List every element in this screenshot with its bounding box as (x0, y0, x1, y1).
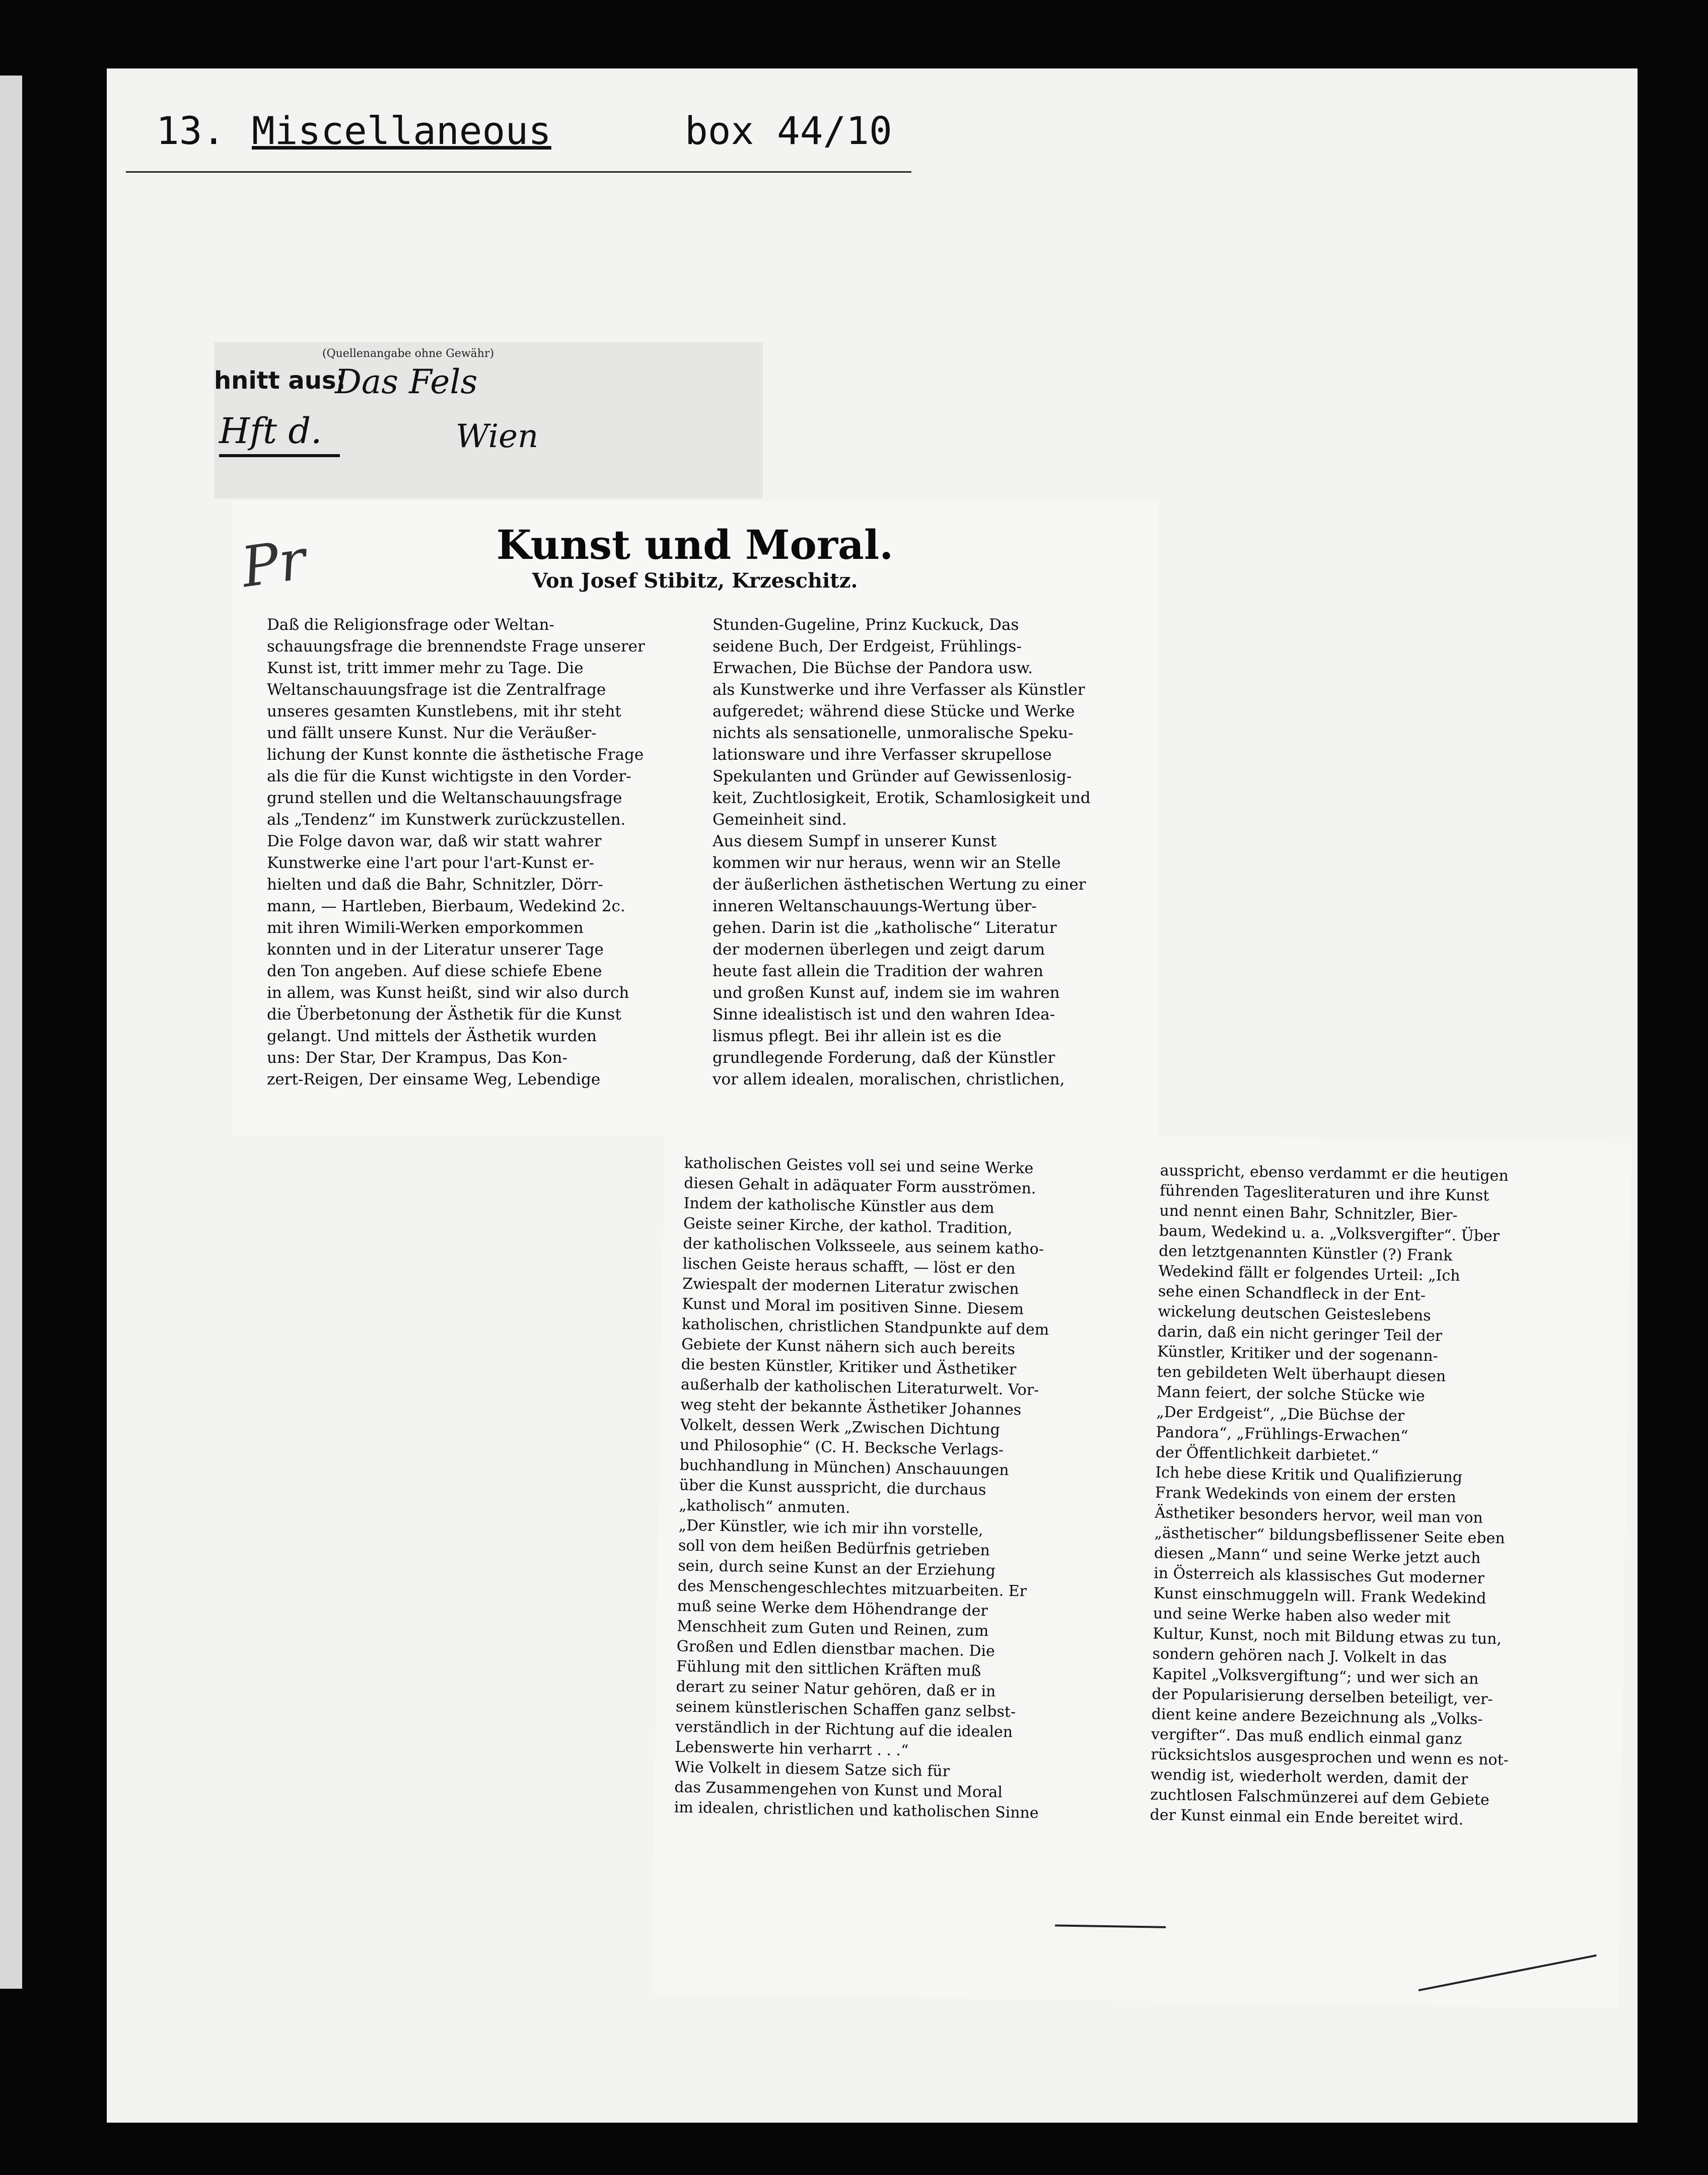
article-title: Kunst und Moral. (496, 521, 894, 568)
article-text-line: inneren Weltanschauungs-Wertung über- (713, 897, 1037, 915)
article-text-line: muß seine Werke dem Höhendrange der (677, 1597, 988, 1620)
article-text-line: katholischen Geistes voll sei und seine Werke (684, 1154, 1034, 1178)
article-text-line: schauungsfrage die brennendste Frage unserer (267, 637, 645, 656)
article-text-line: Sinne idealistisch ist und den wahren Idea- (713, 1005, 1055, 1024)
article-text-line: Kunst einschmuggeln will. Frank Wedekind (1153, 1584, 1486, 1608)
article-text-line: sondern gehören nach J. Volkelt in das (1152, 1645, 1447, 1668)
header-box: box 44/10 (685, 108, 892, 153)
source-underline (219, 454, 340, 457)
article-clipping-1 (232, 501, 1158, 1135)
article-text-line: vor allem idealen, moralischen, christlichen, (713, 1070, 1065, 1089)
article-text-line: Fühlung mit den sittlichen Kräften muß (676, 1657, 981, 1680)
article-text-line: gehen. Darin ist die „katholische“ Literatur (713, 919, 1057, 937)
article-text-line: diesen Gehalt in adäquater Form ausströmen. (684, 1174, 1036, 1198)
article-text-line: uns: Der Star, Der Krampus, Das Kon- (267, 1049, 567, 1067)
article-text-line: „ästhetischer“ bildungsbeflissener Seite eben (1154, 1524, 1505, 1548)
article-text-line: heute fast allein die Tradition der wahren (713, 962, 1044, 980)
article-text-line: Kunst ist, tritt immer mehr zu Tage. Die (267, 659, 584, 677)
article-text-line: gelangt. Und mittels der Ästhetik wurden (267, 1027, 597, 1045)
article-text-line: Künstler, Kritiker und der sogenann- (1157, 1343, 1439, 1365)
article-column-1 (267, 614, 690, 1091)
article-text-line: konnten und in der Literatur unserer Tage (267, 940, 604, 959)
article-text-line: Ästhetiker besonders hervor, weil man von (1154, 1504, 1483, 1527)
article-text-line: im idealen, christlichen und katholischen Sinne (674, 1798, 1039, 1822)
pencil-stroke (1418, 1954, 1597, 1991)
article-text-line: zert-Reigen, Der einsame Weg, Lebendige (267, 1070, 601, 1089)
article-clipping-2 (651, 1128, 1631, 2009)
article-text-line: Frank Wedekinds von einem der ersten (1155, 1484, 1457, 1506)
article-text-line: und großen Kunst auf, indem sie im wahren (713, 984, 1060, 1002)
article-text-line: dient keine andere Bezeichnung als „Volks- (1151, 1705, 1483, 1728)
article-text-line: zuchtlosen Falschmünzerei auf dem Gebiete (1150, 1786, 1490, 1809)
article-text-line: lischen Geiste heraus schafft, — löst er den (682, 1255, 1016, 1278)
article-text-line: Wedekind fällt er folgendes Urteil: „Ich (1158, 1262, 1460, 1285)
header-number: 13. (156, 108, 226, 153)
header-rule (126, 171, 911, 173)
article-text-line: über die Kunst ausspricht, die durchaus (679, 1476, 986, 1499)
article-text-line: katholischen, christlichen Standpunkte auf dem (681, 1315, 1049, 1339)
article-text-line: Menschheit zum Guten und Reinen, zum (677, 1617, 989, 1640)
article-text-line: der katholischen Volksseele, aus seinem katho- (683, 1235, 1044, 1258)
article-author: Von Josef Stibitz, Krzeschitz. (532, 569, 858, 593)
article-text-line: wendig ist, wiederholt werden, damit der (1150, 1766, 1468, 1789)
article-text-line: außerhalb der katholischen Literaturwelt. Vor- (680, 1375, 1039, 1399)
article-text-line: den Ton angeben. Auf diese schiefe Ebene (267, 962, 602, 980)
article-text-line: Mann feiert, der solche Stücke wie (1156, 1383, 1426, 1405)
article-text-line: in Österreich als klassisches Gut moderner (1153, 1564, 1485, 1587)
article-text-line: Geiste seiner Kirche, der kathol. Tradition, (683, 1214, 1013, 1238)
article-text-line: Kunstwerke eine l'art pour l'art-Kunst er- (267, 854, 595, 872)
article-text-line: lichung der Kunst konnte die ästhetische Frage (267, 746, 644, 764)
article-text-line: „Der Künstler, wie ich mir ihn vorstelle, (678, 1516, 983, 1540)
source-label: hnitt aus: (214, 367, 346, 395)
article-text-line: weg steht der bekannte Ästhetiker Johannes (680, 1396, 1022, 1419)
source-note: (Quellenangabe ohne Gewähr) (322, 347, 494, 360)
article-text-line: Großen und Edlen dienstbar machen. Die (676, 1637, 995, 1660)
article-text-line: seidene Buch, Der Erdgeist, Frühlings- (713, 637, 1022, 656)
article-text-line: und seine Werke haben also weder mit (1153, 1605, 1451, 1627)
article-text-line: die besten Künstler, Kritiker und Ästhetiker (681, 1355, 1017, 1379)
article-text-line: Die Folge davon war, daß wir statt wahrer (267, 832, 602, 850)
article-text-line: Zwiespalt der modernen Literatur zwischen (682, 1275, 1019, 1298)
article-text-line: führenden Tagesliteraturen und ihre Kunst (1159, 1182, 1489, 1205)
article-text-line: die Überbetonung der Ästhetik für die Kunst (267, 1005, 621, 1024)
article-text-line: der Popularisierung derselben beteiligt, ver- (1152, 1685, 1493, 1708)
article-column-4 (1150, 1161, 1613, 1832)
article-text-line: sehe einen Schandfleck in der Ent- (1158, 1282, 1426, 1304)
article-text-line: und fällt unsere Kunst. Nur die Veräußer- (267, 724, 597, 742)
article-text-line: der Öffentlichkeit darbietet.“ (1155, 1443, 1379, 1465)
article-text-line: vergifter“. Das muß endlich einmal ganz (1151, 1725, 1462, 1749)
article-text-line: Lebenswerte hin verharrt . . .“ (675, 1738, 909, 1760)
article-column-2 (713, 614, 1141, 1091)
article-text-line: Gemeinheit sind. (713, 811, 847, 829)
article-text-line: ausspricht, ebenso verdammt er die heutigen (1160, 1162, 1509, 1185)
article-text-line: „Der Erdgeist“, „Die Büchse der (1156, 1403, 1405, 1425)
article-text-line: Ich hebe diese Kritik und Qualifizierung (1155, 1464, 1463, 1486)
article-text-line: Stunden-Gugeline, Prinz Kuckuck, Das (713, 616, 1019, 634)
article-text-line: „katholisch“ anmuten. (678, 1496, 850, 1517)
article-text-line: der modernen überlegen und zeigt darum (713, 940, 1045, 959)
article-text-line: als die für die Kunst wichtigste in den Vorder- (267, 767, 631, 785)
article-text-line: unseres gesamten Kunstlebens, mit ihr steht (267, 702, 621, 720)
article-text-line: grundlegende Forderung, daß der Künstler (713, 1049, 1055, 1067)
source-date-handwritten: Hft d. (219, 410, 322, 452)
end-rule (1055, 1924, 1166, 1928)
article-text-line: derart zu seiner Natur gehören, daß er in (676, 1678, 996, 1701)
article-text-line: verständlich in der Richtung auf die idealen (675, 1718, 1013, 1742)
article-text-line: rücksichtslos ausgesprochen und wenn es not- (1151, 1746, 1509, 1769)
article-text-line: und nennt einen Bahr, Schnitzler, Bier- (1159, 1202, 1458, 1224)
article-text-line: Spekulanten und Gründer auf Gewissenlosig- (713, 767, 1072, 785)
article-text-line: mann, — Hartleben, Bierbaum, Wedekind 2c. (267, 897, 625, 915)
article-text-line: als Kunstwerke und ihre Verfasser als Künstler (713, 681, 1085, 699)
source-name: Das Fels (335, 362, 478, 401)
article-text-line: und Philosophie“ (C. H. Becksche Verlags- (679, 1436, 1004, 1459)
article-text-line: kommen wir nur heraus, wenn wir an Stelle (713, 854, 1061, 872)
article-column-3 (674, 1153, 1137, 1825)
article-text-line: Weltanschauungsfrage ist die Zentralfrage (267, 681, 606, 699)
article-text-line: soll von dem heißen Bedürfnis getrieben (678, 1537, 990, 1560)
article-text-line: als „Tendenz“ im Kunstwerk zurückzustellen. (267, 811, 626, 829)
article-text-line: des Menschengeschlechtes mitzuarbeiten. Er (677, 1577, 1027, 1601)
article-text-line: Erwachen, Die Büchse der Pandora usw. (713, 659, 1033, 677)
article-text-line: den letztgenannten Künstler (?) Frank (1158, 1242, 1453, 1265)
article-text-line: das Zusammengehen von Kunst und Moral (674, 1778, 1003, 1801)
article-text-line: ten gebildeten Welt überhaupt diesen (1157, 1363, 1446, 1386)
article-text-line: diesen „Mann“ und seine Werke jetzt auch (1154, 1544, 1481, 1567)
article-text-line: lationsware und ihre Verfasser skrupellose (713, 746, 1052, 764)
article-text-line: sein, durch seine Kunst an der Erziehung (678, 1557, 996, 1580)
article-text-line: Kunst und Moral im positiven Sinne. Diesem (682, 1295, 1024, 1319)
article-text-line: grund stellen und die Weltanschauungsfrage (267, 789, 622, 807)
article-text-line: buchhandlung in München) Anschauungen (679, 1456, 1009, 1479)
header-category: Miscellaneous (252, 108, 551, 153)
source-city: Wien (456, 418, 539, 455)
article-text-line: wickelung deutschen Geisteslebens (1158, 1302, 1431, 1325)
article-text-line: Daß die Religionsfrage oder Weltan- (267, 616, 554, 634)
article-text-line: aufgeredet; während diese Stücke und Werke (713, 702, 1075, 720)
article-text-line: Wie Volkelt in diesem Satze sich für (674, 1758, 950, 1781)
article-text-line: Pandora“, „Frühlings-Erwachen“ (1156, 1423, 1408, 1445)
article-text-line: Kapitel „Volksvergiftung“; und wer sich an (1152, 1665, 1479, 1688)
article-text-line: keit, Zuchtlosigkeit, Erotik, Schamlosigkeit und (713, 789, 1091, 807)
article-text-line: mit ihren Wimili-Werken emporkommen (267, 919, 584, 937)
article-text-line: in allem, was Kunst heißt, sind wir also durch (267, 984, 629, 1002)
article-text-line: Gebiete der Kunst nähern sich auch bereits (681, 1335, 1016, 1358)
article-text-line: darin, daß ein nicht geringer Teil der (1157, 1323, 1443, 1345)
article-text-line: der äußerlichen ästhetischen Wertung zu einer (713, 876, 1086, 894)
article-text-line: Kultur, Kunst, noch mit Bildung etwas zu tun, (1153, 1625, 1502, 1648)
adjacent-page-edge (0, 76, 22, 1989)
article-text-line: der Kunst einmal ein Ende bereitet wird. (1150, 1806, 1464, 1829)
article-text-line: seinem künstlerischen Schaffen ganz selbst- (675, 1698, 1016, 1721)
article-text-line: hielten und daß die Bahr, Schnitzler, Dörr- (267, 876, 603, 894)
article-text-line: nichts als sensationelle, unmoralische Speku- (713, 724, 1074, 742)
article-text-line: baum, Wedekind u. a. „Volksvergifter“. Über (1159, 1222, 1500, 1246)
pencil-mark: Pr (237, 527, 310, 600)
article-text-line: lismus pflegt. Bei ihr allein ist es die (713, 1027, 1002, 1045)
source-label-clipping (214, 342, 763, 498)
article-text-line: Indem der katholische Künstler aus dem (683, 1194, 994, 1217)
article-text-line: Volkelt, dessen Werk „Zwischen Dichtung (680, 1416, 1001, 1439)
article-text-line: Aus diesem Sumpf in unserer Kunst (713, 832, 997, 850)
archive-header (156, 108, 911, 174)
